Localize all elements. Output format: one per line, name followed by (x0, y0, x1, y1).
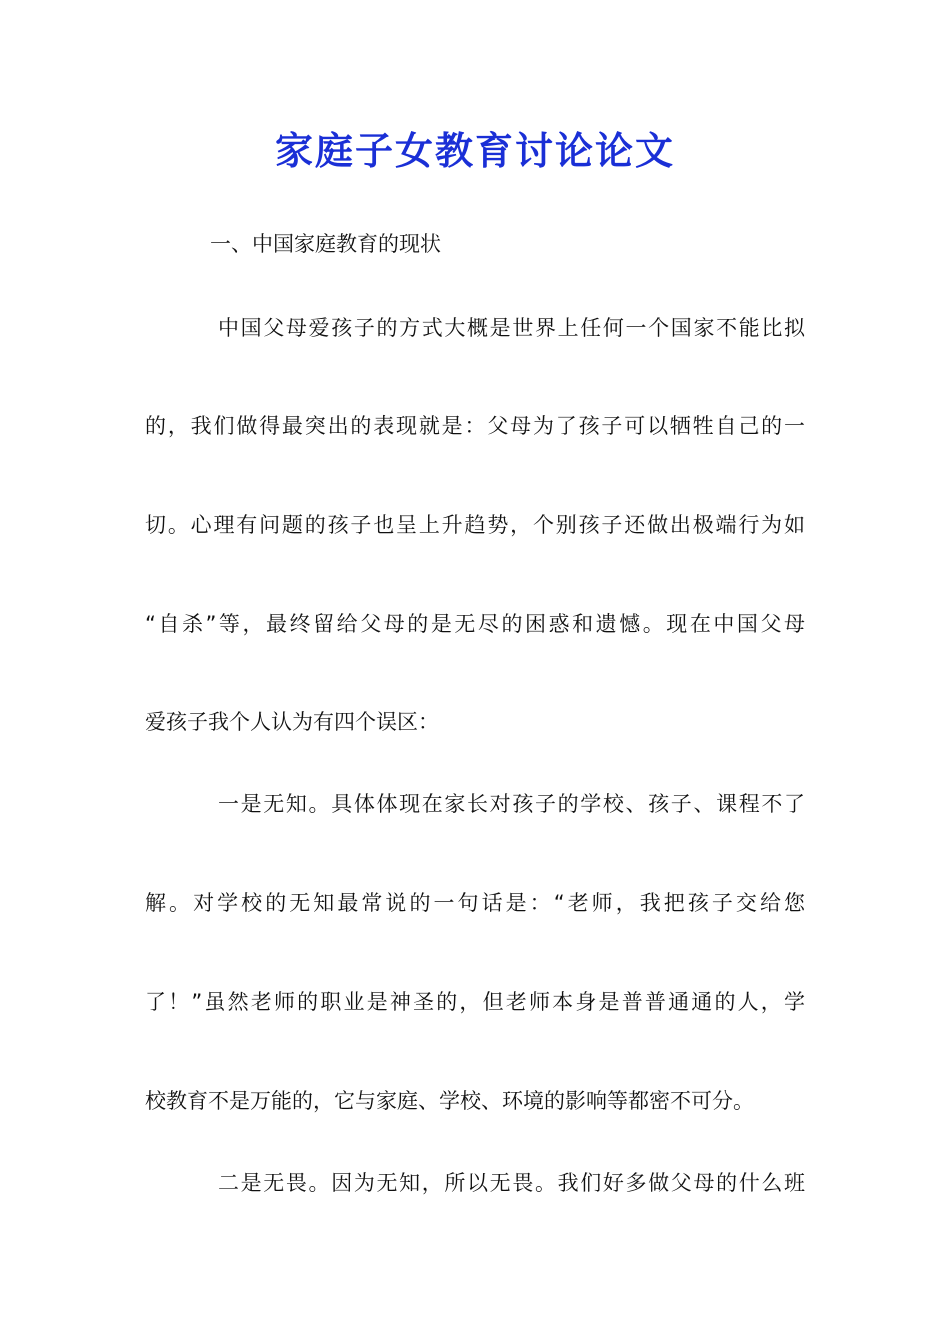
body-line: 一是无知。具体体现在家长对孩子的学校、孩子、课程不了 (218, 792, 805, 816)
body-line: 切。心理有问题的孩子也呈上升趋势，个别孩子还做出极端行为如 (145, 513, 805, 537)
document-title: 家庭子女教育讨论论文 (274, 128, 675, 173)
body-line: 校教育不是万能的，它与家庭、学校、环境的影响等都密不可分。 (145, 1089, 754, 1113)
body-line: 解。对学校的无知最常说的一句话是：“老师，我把孩子交给您 (145, 891, 805, 915)
body-line: 了！”虽然老师的职业是神圣的，但老师本身是普普通通的人，学 (145, 990, 805, 1014)
body-line: 二是无畏。因为无知，所以无畏。我们好多做父母的什么班 (218, 1171, 805, 1195)
body-line: “自杀”等，最终留给父母的是无尽的困惑和遗憾。现在中国父母 (145, 612, 805, 636)
body-line: 中国父母爱孩子的方式大概是世界上任何一个国家不能比拟 (218, 316, 805, 340)
body-line: 的，我们做得最突出的表现就是：父母为了孩子可以牺牲自己的一 (145, 414, 805, 438)
section-heading: 一、中国家庭教育的现状 (210, 232, 441, 256)
body-line: 爱孩子我个人认为有四个误区： (145, 710, 439, 734)
